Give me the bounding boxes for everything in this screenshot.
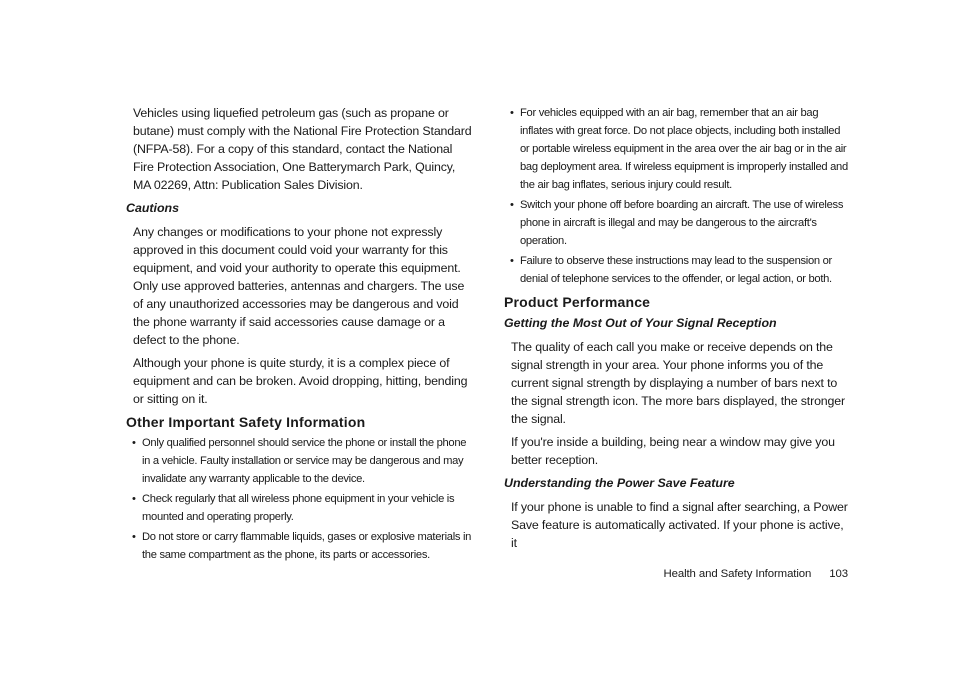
- power-save-paragraph: If your phone is unable to find a signal after searching, a Power Save feature is automatically activated. If your phone is active, it: [511, 500, 848, 550]
- sturdy-paragraph: Although your phone is quite sturdy, it is a complex piece of equipment and can be broken. Avoid dropping, hitting, bending or sitting on it.: [133, 356, 468, 406]
- bullet-marker: •: [132, 531, 136, 543]
- list-item-text: Only qualified personnel should service the phone or install the phone in a vehicle. Faulty installation or service may be dangerous and may invalidate any warranty applicable to the device.: [142, 437, 467, 485]
- bullet-marker: •: [510, 255, 514, 267]
- list-item-text: For vehicles equipped with an air bag, remember that an air bag inflates with great force. Do not place objects, including both installed or portable wireless equipment in the area over the air bag or in the air bag deployment area. If wireless equipment is improperly installed and the air bag inflates, serious injury could result.: [520, 107, 848, 191]
- signal-quality-paragraph: The quality of each call you make or receive depends on the signal strength in your area. Your phone informs you of the current signal strength by displaying a number of bars next to the signal strength icon. The more bars displayed, the stronger the signal.: [511, 340, 846, 426]
- bullet-marker: •: [132, 493, 136, 505]
- right-column: [504, 104, 852, 557]
- lpg-paragraph: Vehicles using liquefied petroleum gas (such as propane or butane) must comply with the National Fire Protection Standard (NFPA-58). For a copy of this standard, contact the National Fire Protection Association, One Batterymarch Park, Quincy, MA 02269, Attn: Publication Sales Division.: [133, 106, 472, 192]
- other-safety-heading: Other Important Safety Information: [126, 414, 366, 430]
- list-item: [126, 490, 474, 526]
- power-save-subheading: Understanding the Power Save Feature: [504, 476, 735, 490]
- list-item-text: Switch your phone off before boarding an aircraft. The use of wireless phone in aircraft is illegal and may be dangerous to the aircraft's operation.: [520, 199, 844, 247]
- list-item: [126, 434, 474, 488]
- product-performance-heading: Product Performance: [504, 294, 651, 310]
- signal-reception-subheading: Getting the Most Out of Your Signal Reception: [504, 316, 777, 330]
- list-item: [504, 252, 852, 288]
- bullet-marker: •: [510, 107, 514, 119]
- cautions-heading: Cautions: [126, 201, 180, 215]
- list-item: [504, 104, 852, 194]
- list-item: [126, 528, 474, 564]
- vehicle-aircraft-list: [504, 104, 852, 288]
- window-reception-paragraph: If you're inside a building, being near a window may give you better reception.: [511, 435, 835, 467]
- cautions-paragraph: Any changes or modifications to your phone not expressly approved in this document could void your warranty for this equipment, and void your authority to operate this equipment. Only use approved batteries, antennas and chargers. The use of any unauthorized accessories may be dangerous and void the phone warranty if said accessories cause damage or a defect to the phone.: [133, 225, 465, 347]
- list-item-text: Check regularly that all wireless phone equipment in your vehicle is mounted and operating properly.: [142, 493, 455, 523]
- list-item-text: Failure to observe these instructions may lead to the suspension or denial of telephone services to the offender, or legal action, or both.: [520, 255, 832, 285]
- other-safety-list: [126, 434, 474, 564]
- bullet-marker: •: [510, 199, 514, 211]
- footer-section-title: Health and Safety Information: [663, 568, 812, 580]
- page-footer: [663, 566, 848, 582]
- left-column: [126, 104, 474, 569]
- list-item-text: Do not store or carry flammable liquids, gases or explosive materials in the same compartment as the phone, its parts or accessories.: [142, 531, 472, 561]
- page-number: 103: [829, 568, 848, 580]
- list-item: [504, 196, 852, 250]
- bullet-marker: •: [132, 437, 136, 449]
